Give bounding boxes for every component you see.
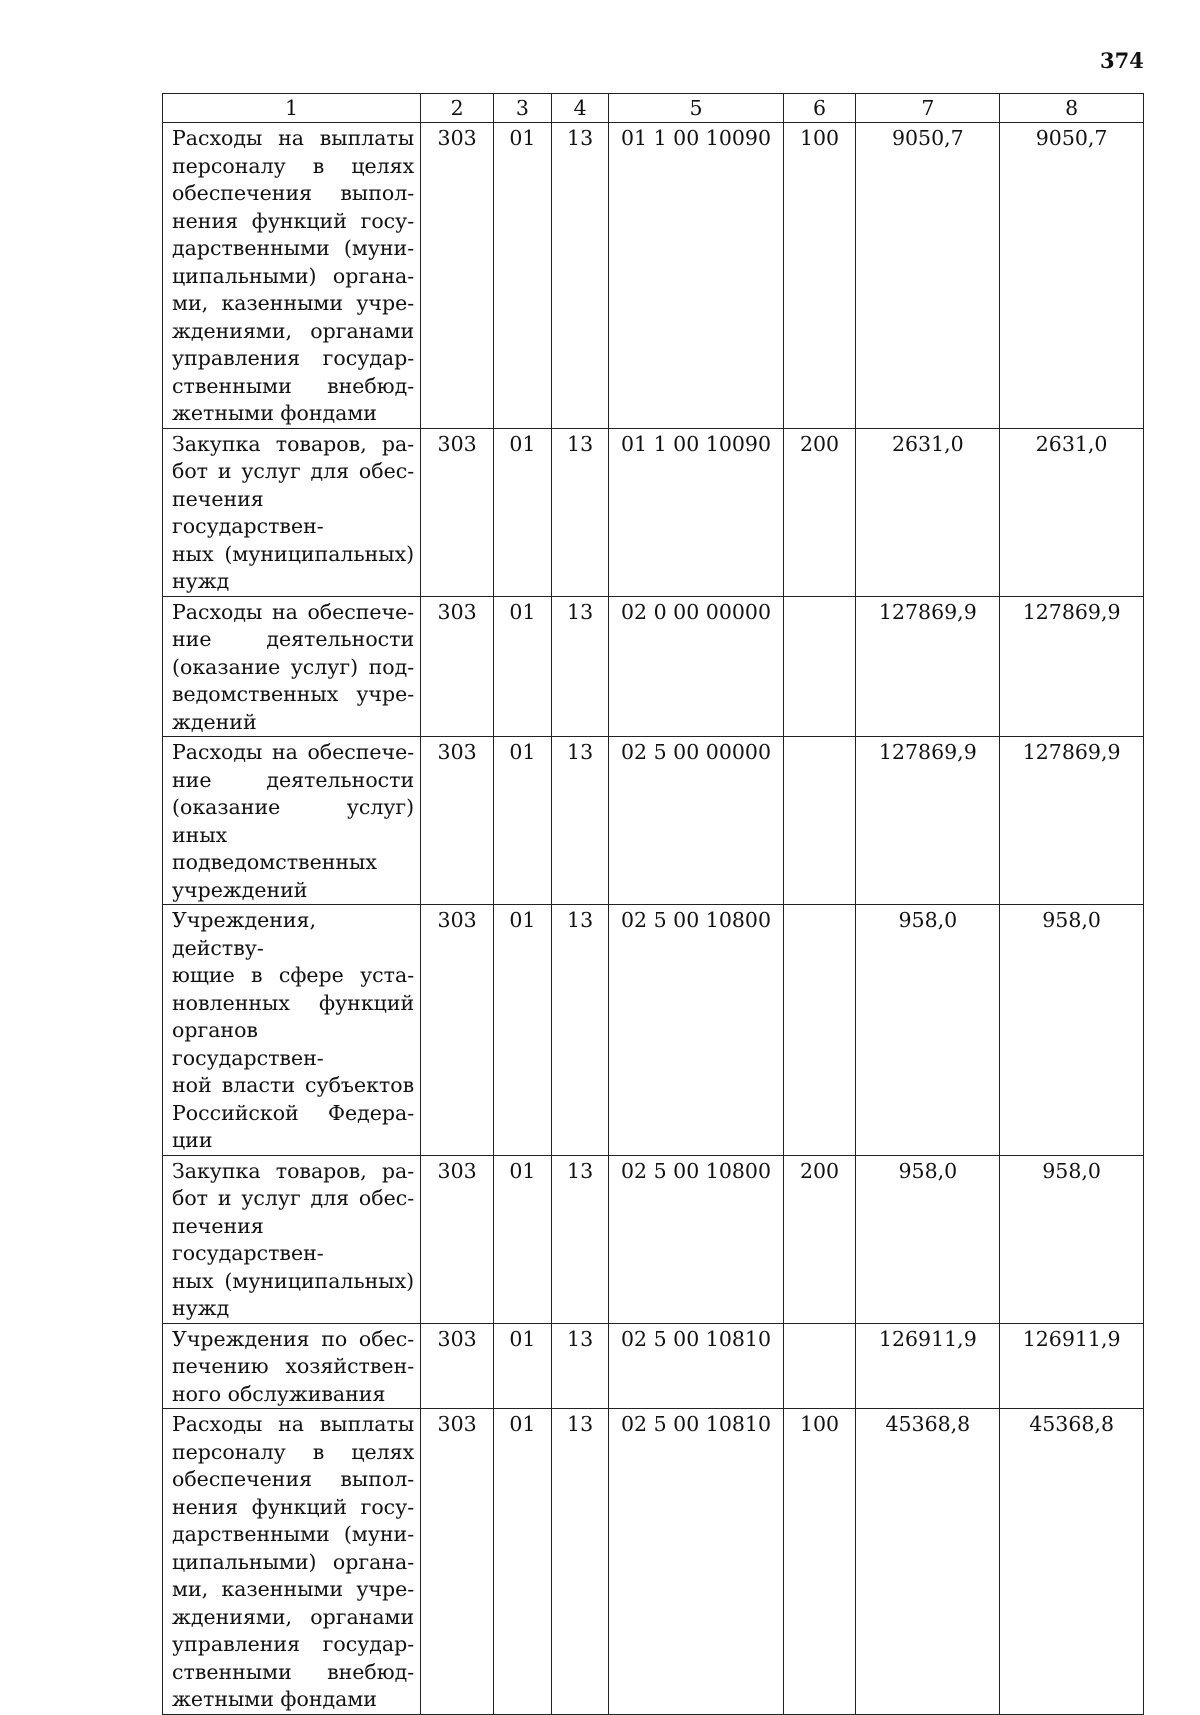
- expense-name-line: нужд: [172, 569, 230, 593]
- amount-col8-cell: 45368,8: [1000, 1409, 1144, 1715]
- target-article-cell: 01 1 00 10090: [609, 428, 783, 596]
- page-number: 374: [1100, 48, 1144, 73]
- column-header: 6: [783, 94, 856, 123]
- section-code-cell: 01: [494, 1155, 552, 1323]
- column-header: 2: [421, 94, 494, 123]
- column-header: 8: [1000, 94, 1144, 123]
- expense-name-line: жетными фондами: [172, 1687, 377, 1711]
- expense-name-line: дарственными (муни-: [172, 1522, 415, 1546]
- agency-code-cell: 303: [421, 905, 494, 1156]
- expense-name-line: печению хозяйствен-: [172, 1354, 415, 1378]
- section-code-cell: 01: [494, 428, 552, 596]
- amount-col8-cell: 127869,9: [1000, 737, 1144, 905]
- expense-name-line: Учреждения по обес-: [172, 1326, 415, 1351]
- expense-name-line: Расходы на выплаты: [172, 126, 415, 150]
- target-article-cell: 02 5 00 10800: [609, 1155, 783, 1323]
- expense-name-line: Расходы на обеспече-: [172, 740, 415, 764]
- expense-type-cell: [783, 1323, 856, 1409]
- section-code-cell: 01: [494, 737, 552, 905]
- expense-name-line: ципальными) органа-: [172, 1549, 415, 1574]
- table-row: [163, 905, 1144, 1156]
- amount-col7-cell: 2631,0: [856, 428, 1000, 596]
- amount-col8-cell: 126911,9: [1000, 1323, 1144, 1409]
- amount-col7-cell: 127869,9: [856, 737, 1000, 905]
- table-row: [163, 596, 1144, 737]
- expense-name-line: (оказание услуг) иных: [172, 795, 415, 847]
- subsection-code-cell: 13: [551, 428, 609, 596]
- expense-name-line: ственными внебюд-: [172, 1659, 415, 1684]
- expense-name-line: дарственными (муни-: [172, 236, 415, 260]
- expense-name-line: ми, казенными учре-: [172, 1577, 415, 1601]
- expense-name-line: ции: [172, 1128, 213, 1152]
- target-article-cell: 02 5 00 10800: [609, 905, 783, 1156]
- expense-name-line: ждениями, органами: [172, 318, 415, 343]
- expense-name-line: ми, казенными учре-: [172, 291, 415, 315]
- expense-name-line: нения функций госу-: [172, 1494, 415, 1519]
- expense-name-line: органов государствен-: [172, 1018, 324, 1070]
- agency-code-cell: 303: [421, 1409, 494, 1715]
- expense-type-cell: 100: [783, 1409, 856, 1715]
- section-code-cell: 01: [494, 1323, 552, 1409]
- subsection-code-cell: 13: [551, 1409, 609, 1715]
- expense-name-cell: [163, 1409, 421, 1715]
- expense-type-cell: [783, 905, 856, 1156]
- target-article-cell: 02 5 00 10810: [609, 1409, 783, 1715]
- amount-col7-cell: 45368,8: [856, 1409, 1000, 1715]
- subsection-code-cell: 13: [551, 737, 609, 905]
- column-header: 5: [609, 94, 783, 123]
- amount-col8-cell: 2631,0: [1000, 428, 1144, 596]
- expense-name-line: ственными внебюд-: [172, 373, 415, 398]
- table-row: [163, 737, 1144, 905]
- expense-name-line: ципальными) органа-: [172, 263, 415, 288]
- table-body: [163, 123, 1144, 1715]
- amount-col8-cell: 958,0: [1000, 1155, 1144, 1323]
- amount-col7-cell: 958,0: [856, 1155, 1000, 1323]
- table-row: [163, 1323, 1144, 1409]
- expense-name-line: бот и услуг для обес-: [172, 1186, 415, 1210]
- expense-name-line: ние деятельности: [172, 767, 415, 792]
- expense-name-line: ной власти субъектов: [172, 1073, 415, 1097]
- expense-name-line: новленных функций: [172, 990, 415, 1015]
- column-header: 3: [494, 94, 552, 123]
- agency-code-cell: 303: [421, 1155, 494, 1323]
- expense-name-cell: [163, 905, 421, 1156]
- target-article-cell: 02 0 00 00000: [609, 596, 783, 737]
- amount-col8-cell: 9050,7: [1000, 123, 1144, 429]
- expense-type-cell: 200: [783, 428, 856, 596]
- expense-name-line: ждениями, органами: [172, 1604, 415, 1629]
- expense-name-line: управления государ-: [172, 1632, 415, 1656]
- expense-name-line: ющие в сфере уста-: [172, 963, 415, 987]
- expense-name-line: персоналу в целях: [172, 1439, 415, 1464]
- amount-col7-cell: 958,0: [856, 905, 1000, 1156]
- section-code-cell: 01: [494, 1409, 552, 1715]
- expense-name-line: подведомственных: [172, 850, 377, 874]
- expense-name-line: управления государ-: [172, 346, 415, 370]
- expense-name-line: Закупка товаров, ра-: [172, 1158, 415, 1183]
- expense-name-cell: [163, 596, 421, 737]
- agency-code-cell: 303: [421, 596, 494, 737]
- expense-name-line: Российской Федера-: [172, 1100, 415, 1125]
- expense-name-line: обеспечения выпол-: [172, 181, 415, 205]
- expense-name-line: печения государствен-: [172, 1213, 324, 1265]
- expense-name-line: Закупка товаров, ра-: [172, 431, 415, 456]
- expense-name-line: ного обслуживания: [172, 1381, 386, 1406]
- column-header: 7: [856, 94, 1000, 123]
- expense-name-line: персоналу в целях: [172, 153, 415, 178]
- expense-name-line: ние деятельности: [172, 627, 415, 651]
- expense-name-line: ных (муниципальных): [172, 541, 415, 566]
- expense-name-line: Учреждения, действу-: [172, 908, 317, 960]
- expense-name-line: обеспечения выпол-: [172, 1467, 415, 1491]
- expense-name-line: нужд: [172, 1296, 230, 1320]
- target-article-cell: 01 1 00 10090: [609, 123, 783, 429]
- subsection-code-cell: 13: [551, 1155, 609, 1323]
- table-row: [163, 1155, 1144, 1323]
- amount-col7-cell: 127869,9: [856, 596, 1000, 737]
- agency-code-cell: 303: [421, 1323, 494, 1409]
- expense-name-line: (оказание услуг) под-: [172, 654, 415, 679]
- expense-type-cell: [783, 737, 856, 905]
- column-header: 4: [551, 94, 609, 123]
- subsection-code-cell: 13: [551, 1323, 609, 1409]
- expense-name-cell: [163, 1155, 421, 1323]
- column-header: 1: [163, 94, 421, 123]
- expense-type-cell: [783, 596, 856, 737]
- expense-name-cell: [163, 737, 421, 905]
- expense-name-line: Расходы на выплаты: [172, 1412, 415, 1436]
- table-row: [163, 428, 1144, 596]
- expense-type-cell: 100: [783, 123, 856, 429]
- section-code-cell: 01: [494, 123, 552, 429]
- expense-name-line: бот и услуг для обес-: [172, 459, 415, 483]
- amount-col8-cell: 127869,9: [1000, 596, 1144, 737]
- amount-col7-cell: 126911,9: [856, 1323, 1000, 1409]
- section-code-cell: 01: [494, 905, 552, 1156]
- section-code-cell: 01: [494, 596, 552, 737]
- table-row: [163, 1409, 1144, 1715]
- expense-name-line: нения функций госу-: [172, 208, 415, 233]
- subsection-code-cell: 13: [551, 905, 609, 1156]
- header-row: [163, 94, 1144, 123]
- expense-name-cell: [163, 123, 421, 429]
- amount-col7-cell: 9050,7: [856, 123, 1000, 429]
- expense-name-line: Расходы на обеспече-: [172, 599, 415, 624]
- agency-code-cell: 303: [421, 428, 494, 596]
- target-article-cell: 02 5 00 10810: [609, 1323, 783, 1409]
- expense-name-line: ных (муниципальных): [172, 1268, 415, 1293]
- table-row: [163, 123, 1144, 429]
- expense-name-line: печения государствен-: [172, 486, 324, 538]
- expense-name-line: ждений: [172, 709, 257, 734]
- expense-name-cell: [163, 428, 421, 596]
- subsection-code-cell: 13: [551, 596, 609, 737]
- target-article-cell: 02 5 00 00000: [609, 737, 783, 905]
- expense-type-cell: 200: [783, 1155, 856, 1323]
- expense-name-line: ведомственных учре-: [172, 682, 415, 706]
- expense-name-line: жетными фондами: [172, 401, 377, 425]
- budget-table: [162, 93, 1144, 1715]
- expense-name-cell: [163, 1323, 421, 1409]
- expense-name-line: учреждений: [172, 877, 308, 902]
- amount-col8-cell: 958,0: [1000, 905, 1144, 1156]
- agency-code-cell: 303: [421, 737, 494, 905]
- subsection-code-cell: 13: [551, 123, 609, 429]
- agency-code-cell: 303: [421, 123, 494, 429]
